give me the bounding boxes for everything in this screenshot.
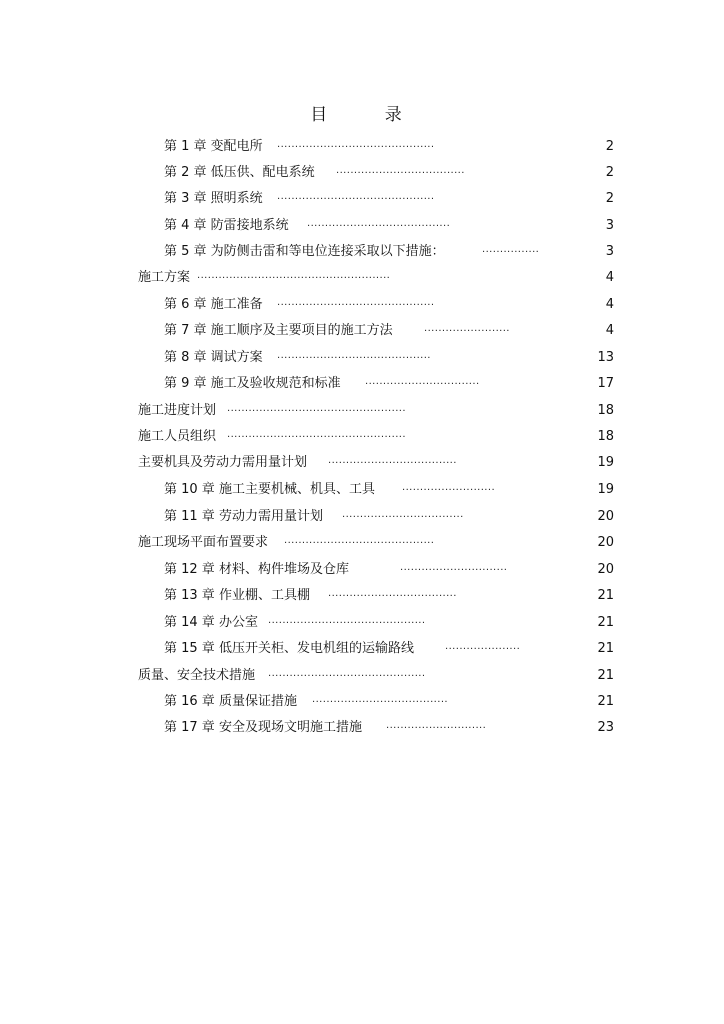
toc-entry-title: 主要机具及劳动力需用量计划 bbox=[138, 455, 308, 470]
toc-leader-dots: ............................................ bbox=[277, 139, 435, 150]
toc-leader-dots: .......................... bbox=[402, 482, 496, 493]
toc-leader-dots: ........................................... bbox=[277, 350, 431, 361]
toc-entry[interactable] bbox=[164, 242, 614, 262]
toc-page-number: 13 bbox=[597, 350, 614, 365]
toc-page-number: 21 bbox=[597, 668, 614, 683]
toc-entry[interactable] bbox=[164, 295, 614, 315]
page-title: 目 录 bbox=[310, 105, 428, 125]
toc-entry[interactable] bbox=[138, 666, 614, 686]
toc-entry[interactable] bbox=[164, 613, 614, 633]
toc-leader-dots: ............................ bbox=[386, 720, 487, 731]
toc-entry[interactable] bbox=[164, 718, 614, 738]
toc-page-number: 21 bbox=[597, 694, 614, 709]
toc-entry-title: 施工进度计划 bbox=[138, 403, 217, 418]
toc-entry-title: 第 14 章 办公室 bbox=[164, 615, 258, 630]
toc-entry-title: 施工人员组织 bbox=[138, 429, 217, 444]
toc-leader-dots: ..................... bbox=[445, 641, 521, 652]
toc-entry[interactable] bbox=[164, 137, 614, 157]
toc-page-number: 20 bbox=[597, 562, 614, 577]
toc-entry[interactable] bbox=[164, 216, 614, 236]
toc-entry-title: 质量、安全技术措施 bbox=[138, 668, 256, 683]
toc-entry[interactable] bbox=[164, 639, 614, 659]
toc-leader-dots: ............................................ bbox=[277, 297, 435, 308]
toc-leader-dots: .................................... bbox=[328, 588, 457, 599]
toc-page-number: 19 bbox=[597, 482, 614, 497]
toc-entry-title: 第 4 章 防雷接地系统 bbox=[164, 218, 289, 233]
toc-leader-dots: ........................ bbox=[424, 323, 510, 334]
toc-entry[interactable] bbox=[138, 401, 614, 421]
toc-entry[interactable] bbox=[164, 480, 614, 500]
toc-page-number: 2 bbox=[605, 191, 614, 206]
toc-leader-dots: ...................................................... bbox=[197, 270, 391, 281]
toc-entry[interactable] bbox=[164, 163, 614, 183]
toc-leader-dots: ................................ bbox=[365, 376, 480, 387]
toc-page-number: 20 bbox=[597, 509, 614, 524]
toc-leader-dots: .............................. bbox=[400, 562, 508, 573]
toc-entry-title: 第 15 章 低压开关柜、发电机组的运输路线 bbox=[164, 641, 414, 656]
toc-entry[interactable] bbox=[164, 692, 614, 712]
toc-leader-dots: .................................................. bbox=[227, 403, 406, 414]
toc-entry[interactable] bbox=[164, 374, 614, 394]
toc-page-number: 21 bbox=[597, 641, 614, 656]
toc-leader-dots: .................................................. bbox=[227, 429, 406, 440]
toc-page-number: 4 bbox=[605, 297, 614, 312]
toc-entry-title: 第 11 章 劳动力需用量计划 bbox=[164, 509, 323, 524]
toc-entry[interactable] bbox=[138, 453, 614, 473]
toc-page-number: 20 bbox=[597, 535, 614, 550]
toc-leader-dots: .......................................... bbox=[284, 535, 435, 546]
toc-page-number: 21 bbox=[597, 588, 614, 603]
toc-entry-title: 第 16 章 质量保证措施 bbox=[164, 694, 297, 709]
toc-leader-dots: ................ bbox=[482, 244, 540, 255]
toc-entry-title: 第 2 章 低压供、配电系统 bbox=[164, 165, 315, 180]
toc-entry-title: 第 1 章 变配电所 bbox=[164, 139, 263, 154]
toc-entry-title: 第 17 章 安全及现场文明施工措施 bbox=[164, 720, 362, 735]
toc-entry-title: 第 10 章 施工主要机械、机具、工具 bbox=[164, 482, 375, 497]
toc-entry-title: 第 13 章 作业棚、工具棚 bbox=[164, 588, 310, 603]
toc-entry[interactable] bbox=[164, 189, 614, 209]
toc-entry[interactable] bbox=[138, 268, 614, 288]
toc-entry-title: 第 3 章 照明系统 bbox=[164, 191, 263, 206]
toc-entry-title: 第 9 章 施工及验收规范和标准 bbox=[164, 376, 341, 391]
toc-leader-dots: ............................................ bbox=[277, 191, 435, 202]
toc-page-number: 2 bbox=[605, 165, 614, 180]
toc-leader-dots: ........................................ bbox=[307, 218, 451, 229]
toc-leader-dots: ............................................ bbox=[268, 615, 426, 626]
toc-entry[interactable] bbox=[138, 533, 614, 553]
toc-entry[interactable] bbox=[164, 507, 614, 527]
toc-entry-title: 第 8 章 调试方案 bbox=[164, 350, 263, 365]
toc-entry[interactable] bbox=[164, 348, 614, 368]
toc-entry[interactable] bbox=[164, 586, 614, 606]
toc-page-number: 19 bbox=[597, 455, 614, 470]
toc-leader-dots: .................................... bbox=[328, 455, 457, 466]
toc-entry-title: 第 6 章 施工准备 bbox=[164, 297, 263, 312]
toc-page-number: 23 bbox=[597, 720, 614, 735]
toc-page-number: 18 bbox=[597, 403, 614, 418]
toc-entry-title: 施工方案 bbox=[138, 270, 191, 285]
toc-entry[interactable] bbox=[164, 560, 614, 580]
toc-page-number: 3 bbox=[605, 218, 614, 233]
toc-page-number: 2 bbox=[605, 139, 614, 154]
toc-entry-title: 第 5 章 为防侧击雷和等电位连接采取以下措施： bbox=[164, 244, 445, 259]
toc-entry[interactable] bbox=[138, 427, 614, 447]
toc-page-number: 17 bbox=[597, 376, 614, 391]
toc-leader-dots: .................................. bbox=[342, 509, 464, 520]
toc-entry[interactable] bbox=[164, 321, 614, 341]
toc-page-number: 21 bbox=[597, 615, 614, 630]
toc-page-number: 3 bbox=[605, 244, 614, 259]
toc-entry-title: 施工现场平面布置要求 bbox=[138, 535, 269, 550]
toc-leader-dots: ...................................... bbox=[312, 694, 448, 705]
toc-leader-dots: .................................... bbox=[336, 165, 465, 176]
toc-entry-title: 第 7 章 施工顺序及主要项目的施工方法 bbox=[164, 323, 393, 338]
toc-page-number: 18 bbox=[597, 429, 614, 444]
toc-entry-title: 第 12 章 材料、构件堆场及仓库 bbox=[164, 562, 349, 577]
toc-page-number: 4 bbox=[605, 323, 614, 338]
toc-page-number: 4 bbox=[605, 270, 614, 285]
toc-leader-dots: ............................................ bbox=[268, 668, 426, 679]
